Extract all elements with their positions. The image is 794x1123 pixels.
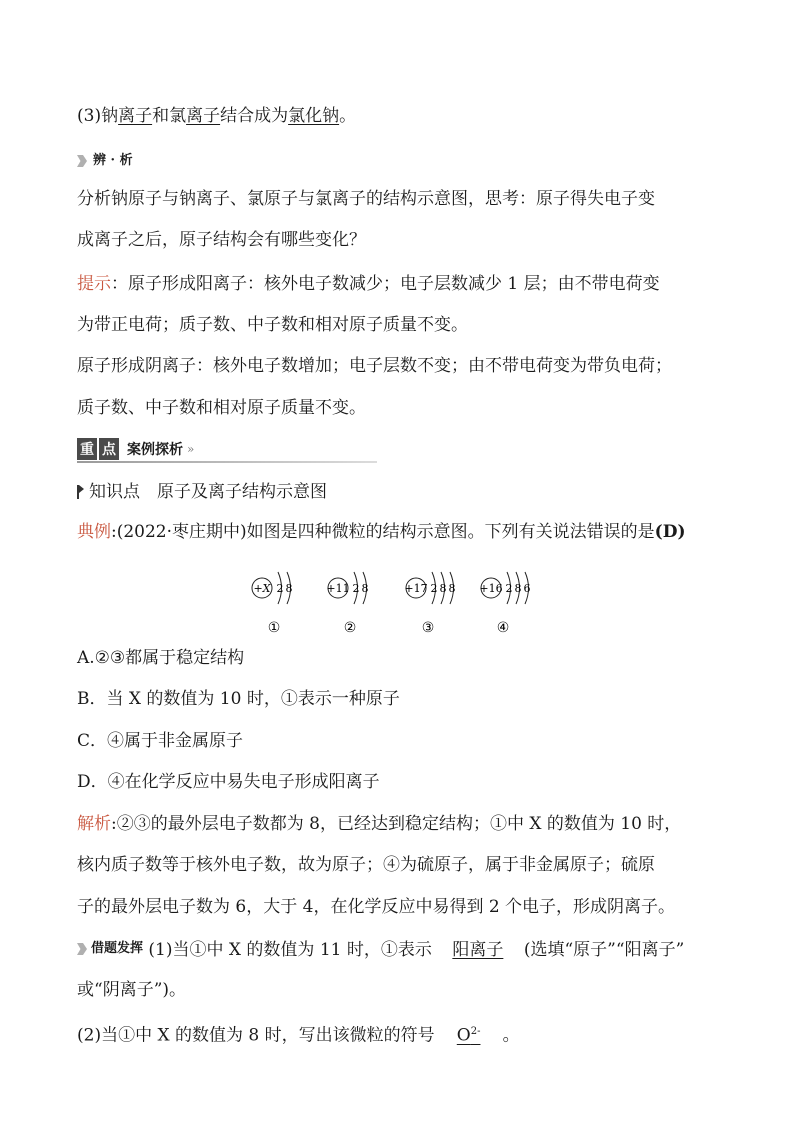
- atom-structure-diagrams: [240, 560, 580, 640]
- analysis-text: :②③的最外层电子数都为 8，已经达到稳定结构；①中 X 的数值为 10 时，: [111, 814, 682, 834]
- section-rule: [77, 461, 377, 463]
- electron-count: 8: [439, 582, 447, 595]
- question-line-2: 成离子之后，原子结构会有哪些变化？: [77, 230, 366, 250]
- underlined-word: 氯化钠: [288, 106, 340, 126]
- analysis-label: 解析: [77, 814, 111, 834]
- section-title: 案例探析: [127, 442, 183, 458]
- symbol-charge: 2-: [470, 1026, 481, 1037]
- nucleus-label: +11: [326, 582, 350, 595]
- knowledge-point: [77, 480, 327, 504]
- question-line-1: 分析钠原子与钠离子、氯原子与氯离子的结构示意图，思考：原子得失电子变: [77, 189, 655, 209]
- diagram-index: ②: [343, 620, 357, 636]
- hint-line-2: 为带正电荷；质子数、中子数和相对原子质量不变。: [77, 315, 468, 335]
- atom-diagram: [326, 572, 368, 636]
- example-text: :(2022·枣庄期中)如图是四种微粒的结构示意图。下列有关说法错误的是: [111, 522, 655, 542]
- diagram-index: ③: [421, 620, 435, 636]
- electron-count: 2: [505, 582, 513, 595]
- bianxi-heading: [77, 152, 133, 170]
- extend-line-2: 或“阴离子”)。: [77, 980, 187, 1000]
- symbol: O: [456, 1025, 471, 1046]
- tag-icon: [77, 155, 87, 167]
- example-answer: (D): [654, 522, 686, 542]
- analysis-line-2: 核内质子数等于核外电子数，故为原子；④为硫原子，属于非金属原子；硫原: [77, 855, 655, 875]
- option-b: B．当 X 的数值为 10 时，①表示一种原子: [77, 689, 400, 709]
- extend-line-1: [77, 937, 684, 962]
- underlined-word: 离子: [118, 106, 153, 126]
- text: 。: [339, 106, 357, 126]
- hint-line-3: 原子形成阴离子：核外电子数增加；电子层数不变；由不带电荷变为带负电荷；: [77, 356, 672, 376]
- nucleus-label: +17: [404, 582, 428, 595]
- tag-icon: [77, 943, 87, 955]
- text: 结合成为: [220, 106, 289, 126]
- atom-diagram: [252, 572, 293, 636]
- hint-label: 提示: [77, 274, 111, 294]
- extend-q1-post: (选填“原子”“阳离子”: [523, 940, 685, 960]
- electron-count: 8: [361, 582, 369, 595]
- arrows-icon: »: [187, 442, 195, 456]
- atom-diagram: [479, 572, 530, 636]
- electron-count: 2: [430, 582, 438, 595]
- diagram-index: ④: [496, 620, 510, 636]
- analysis-line-3: 子的最外层电子数为 6，大于 4，在化学反应中易得到 2 个电子，形成阴离子。: [77, 897, 676, 917]
- text: (3)钠: [77, 106, 119, 126]
- text: 和氯: [152, 106, 187, 126]
- line-3-sodium-chloride: [77, 104, 356, 128]
- electron-count: 8: [285, 582, 293, 595]
- option-c: C．④属于非金属原子: [77, 731, 244, 751]
- atom-diagram: [404, 572, 455, 636]
- knowledge-point-text: 知识点 原子及离子结构示意图: [89, 482, 327, 502]
- electron-count: 2: [352, 582, 360, 595]
- badge-char: 重: [77, 438, 97, 460]
- extend-q2-text: (2)当①中 X 的数值为 8 时，写出该微粒的符号: [77, 1025, 435, 1046]
- example-line: [77, 520, 686, 544]
- extend-heading: [77, 937, 143, 961]
- extend-q1-text: (1)当①中 X 的数值为 11 时，①表示: [148, 940, 432, 960]
- flag-icon: [77, 485, 85, 499]
- electron-count: 8: [514, 582, 522, 595]
- section-header: [77, 437, 377, 461]
- example-label: 典例: [77, 522, 111, 542]
- electron-count: 2: [276, 582, 284, 595]
- hint-text: ：原子形成阳离子：核外电子数减少；电子层数减少 1 层；由不带电荷变: [111, 274, 660, 294]
- answer-blank: [435, 1020, 503, 1048]
- badge-char: 点: [99, 438, 119, 460]
- analysis-line-1: [77, 812, 681, 836]
- electron-count: 8: [448, 582, 456, 595]
- extend-label: 借题发挥: [91, 941, 144, 956]
- answer-blank: 阳离子: [452, 940, 504, 960]
- option-d: D．④在化学反应中易失电子形成阳离子: [77, 772, 380, 792]
- hint-line-4: 质子数、中子数和相对原子质量不变。: [77, 398, 366, 418]
- diagram-index: ①: [267, 620, 281, 636]
- bianxi-label: 辨 · 析: [93, 153, 133, 168]
- hint-line-1: [77, 272, 660, 296]
- extend-q2-post: 。: [502, 1025, 520, 1046]
- extend-line-3: [77, 1020, 520, 1048]
- electron-count: 6: [523, 582, 531, 595]
- underlined-word: 离子: [186, 106, 221, 126]
- nucleus-label: +X: [253, 582, 271, 595]
- nucleus-label: +16: [479, 582, 503, 595]
- option-a: A.②③都属于稳定结构: [77, 648, 245, 668]
